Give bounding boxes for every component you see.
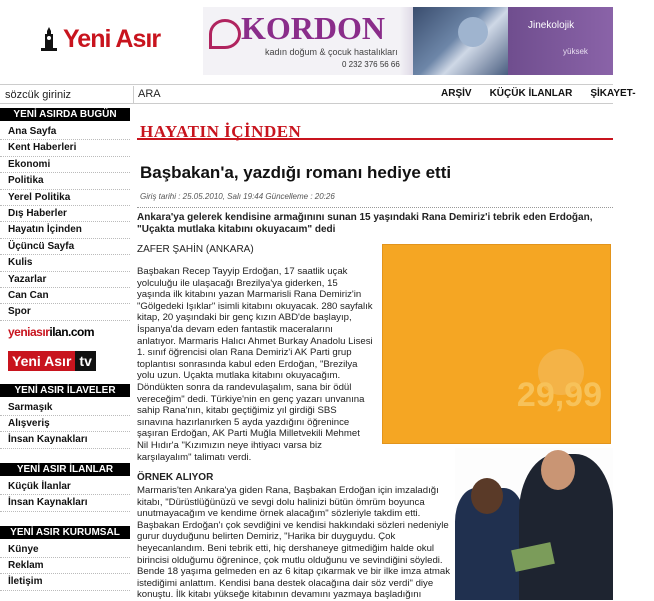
nav-link-kucuk-ilanlar[interactable]: KÜÇÜK İLANLAR <box>489 88 573 99</box>
sidebar-item-iletisim[interactable]: İletişim <box>0 574 130 590</box>
kordon-banner-ad[interactable] <box>203 7 613 75</box>
nav-link-arsiv[interactable]: ARŞİV <box>441 88 472 99</box>
sidebar-item-politika[interactable]: Politika <box>0 173 130 189</box>
top-nav-links <box>441 88 654 99</box>
article-main <box>137 108 613 600</box>
sidebar-item-spor[interactable]: Spor <box>0 304 130 320</box>
banner-photo-detail <box>458 17 488 47</box>
yeniasirilan-logo[interactable] <box>0 325 130 345</box>
article-headline: Başbakan'a, yazdığı romanı hediye etti <box>140 163 452 182</box>
clock-tower-icon <box>38 26 60 52</box>
tv-logo-b: tv <box>75 351 95 371</box>
sidebar-section-title: YENİ ASIR İLANLAR <box>0 463 130 476</box>
search-input[interactable] <box>2 87 128 102</box>
sidebar-list-bugun <box>0 124 130 321</box>
site-header <box>0 0 613 80</box>
banner-right-subtext: yüksek <box>563 47 588 56</box>
sidebar <box>0 108 130 591</box>
banner-right-text: Jinekolojik <box>528 20 575 31</box>
article-paragraph: Marmaris'ten Ankara'ya giden Rana, Başbakan Erdoğan için imzaladığı kitabı, "Dürüstlüğünüzü ve sevgi dolu halinizi bütün ömrüm boyunca unutmayacağım ve kendime örnek alacağım" sözleriyle takdim etti. Başbakan Erdoğan'ı çok sevdiğini ve kendisi hakkındaki sözleri nedeniyle gurur duyduğunu belirten Demiriz, "Harika bir duyguydu. Çok heyecanlandım. Beni tebrik etti, hiç dershaneye gitmediğim halde okul birincisi olduğumu öğrenince, çok mutlu olduğunu ve sevindiğini söyledi. Bende 18 yaşıma gelmeden en az 6 kitap çıkarmak ve bir ilke imza atmak istediğimi anlattım. Kendisi bana destek olacağına dair söz verdi" diye konuştu. İlk kitabı yükseğe kitabının devamını yazmaya başladığını <box>137 485 451 601</box>
section-header <box>137 108 613 140</box>
article-body-part-1 <box>137 266 373 463</box>
article-lead: Ankara'ya gelerek kendisine armağınını sunan 15 yaşındaki Rana Demiriz'i tebrik eden Erdoğan, "Uçakta mutlaka kitabını okuyacaım" dedi <box>137 207 613 236</box>
logo-text: Yeni Asır <box>63 24 161 53</box>
sidebar-item-reklam[interactable]: Reklam <box>0 558 130 574</box>
search-button[interactable]: ARA <box>133 86 173 103</box>
sidebar-section-title: YENİ ASIRDA BUGÜN <box>0 108 130 121</box>
sidebar-item-ekonomi[interactable]: Ekonomi <box>0 157 130 173</box>
banner-brand: KORDON <box>241 10 385 46</box>
ilan-logo-a: yeniasır <box>8 324 50 339</box>
sidebar-item-ana-sayfa[interactable]: Ana Sayfa <box>0 124 130 140</box>
sidebar-section-title: YENİ ASIR KURUMSAL <box>0 526 130 539</box>
advertisement-box[interactable] <box>382 244 611 444</box>
site-logo[interactable] <box>38 22 160 56</box>
sidebar-item-alisveris[interactable]: Alışveriş <box>0 416 130 432</box>
article-photo <box>455 448 613 600</box>
nav-link-sikayet[interactable]: ŞİKAYET- <box>590 88 636 99</box>
sidebar-item-can-can[interactable]: Can Can <box>0 288 130 304</box>
sidebar-item-kunye[interactable]: Künye <box>0 542 130 558</box>
section-title: HAYATIN İÇİNDEN <box>140 122 302 141</box>
photo-figure-girl-head <box>471 478 503 514</box>
article-body-part-2 <box>137 485 452 601</box>
article-subhead: ÖRNEK ALIYOR <box>137 472 214 483</box>
sidebar-item-insan-kaynaklari[interactable]: İnsan Kaynakları <box>0 432 130 448</box>
tv-logo-a: Yeni Asır <box>8 351 75 371</box>
sidebar-item-ucuncu-sayfa[interactable]: Üçüncü Sayfa <box>0 239 130 255</box>
yeniasir-tv-logo[interactable] <box>0 348 130 374</box>
banner-phone: 0 232 376 56 66 <box>342 60 400 69</box>
article-author: ZAFER ŞAHİN (ANKARA) <box>137 244 254 255</box>
ilan-logo-b: ilan.com <box>49 324 95 339</box>
sidebar-item-yazarlar[interactable]: Yazarlar <box>0 272 130 288</box>
sidebar-section-title: YENİ ASIR İLAVELER <box>0 384 130 397</box>
sidebar-list-ilanlar <box>0 479 130 512</box>
article-paragraph: Başbakan Recep Tayyip Erdoğan, 17 saatlik uçak yolculuğu ile ulaşacağı Brezilya'ya giderken, 15 yaşında ilk kitabını yazan Marmarisli Rana Demiriz'in "Gölgedeki Işıklar" isimli kitabını okuyacak. 280 sayfalık kitap, 20 yaşındaki bir genç kızın ABD'de başlayıp, İspanya'da devam eden fantastik maceralarını anlatıyor. Marmaris Halıcı Ahmet Burkay Anadolu Lisesi 1. sınıf öğrencisi olan Rana Demiriz'i AK Parti grup toplantısı sonrasında kabul eden Erdoğan, "Brezilya yolu uzun. Uçakta mutlaka kitabını okuyacağım. Döndükten sonra da randevulaşalım, sana bir ödül vereceğim" dedi. Türkiye'nin en genç yazarı unvanına sahip Rana'nın, kitabı geçtiğimiz yıl girdiği SBS sınavına hazırlanırken 5 ayda yazdığını öğrenince şaşıran Erdoğan, AK Parti Muğla Milletvekili Mehmet Nil Hıdır'a "Kızımızın neye ihtiyacı varsa biz karşılayalım" talimatı verdi. <box>137 266 373 463</box>
sidebar-item-hayatin-icinden[interactable]: Hayatın İçinden <box>0 222 130 238</box>
photo-figure-man-head <box>541 450 575 490</box>
sidebar-item-sarmasik[interactable]: Sarmaşık <box>0 400 130 416</box>
sidebar-item-yerel-politika[interactable]: Yerel Politika <box>0 190 130 206</box>
kordon-logo-icon <box>209 19 241 49</box>
sidebar-item-kent-haberleri[interactable]: Kent Haberleri <box>0 140 130 156</box>
sidebar-list-kurumsal <box>0 542 130 591</box>
article-dateline: Giriş tarihi : 25.05.2010, Salı 19:44 Güncelleme : 20:26 <box>140 192 335 201</box>
top-nav-bar <box>0 84 636 104</box>
banner-subtitle: kadın doğum & çocuk hastalıkları <box>265 47 398 57</box>
sidebar-item-insan-kaynaklari-ilan[interactable]: İnsan Kaynakları <box>0 495 130 511</box>
sidebar-item-dis-haberler[interactable]: Dış Haberler <box>0 206 130 222</box>
sidebar-item-kulis[interactable]: Kulis <box>0 255 130 271</box>
sidebar-item-kucuk-ilanlar[interactable]: Küçük İlanlar <box>0 479 130 495</box>
ad-price: 29,99 <box>516 376 602 414</box>
sidebar-list-ilaveler <box>0 400 130 449</box>
